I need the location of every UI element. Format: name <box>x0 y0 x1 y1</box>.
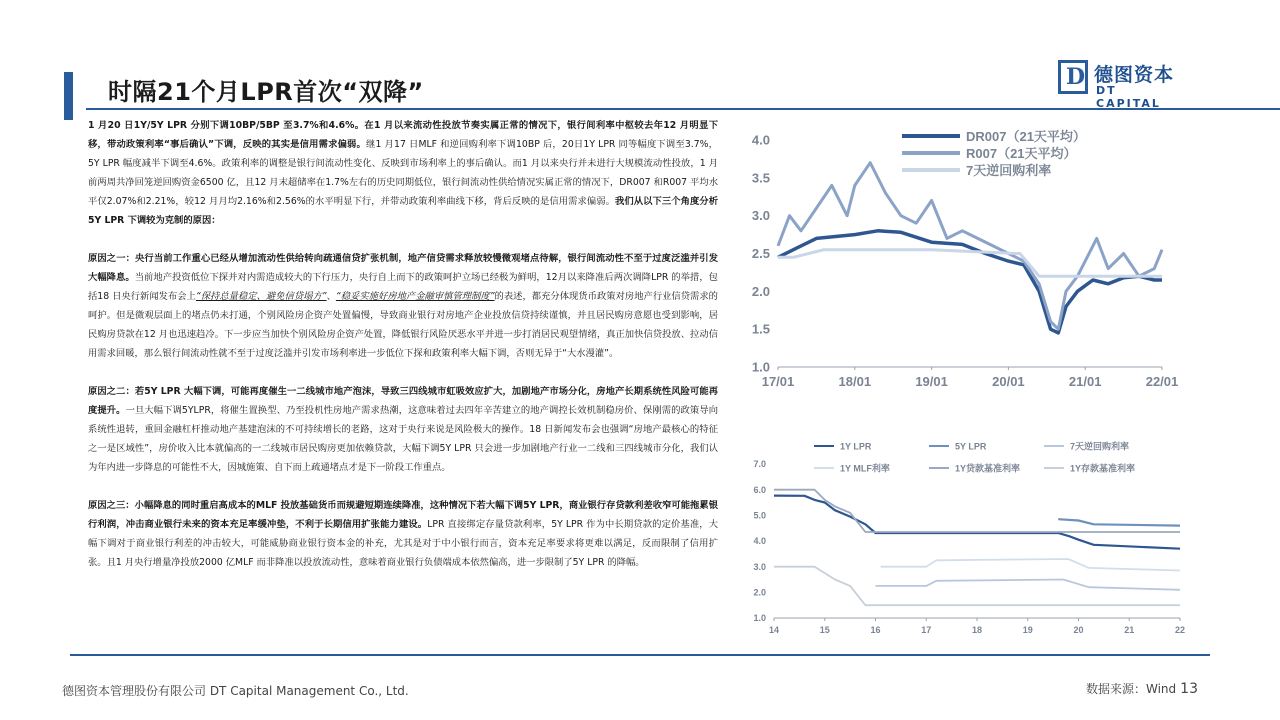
paragraph-2-quote-2: “稳妥实施好房地产金融审慎管理制度” <box>335 291 495 302</box>
legend-label: DR007（21天平均） <box>966 128 1086 144</box>
x-tick-label: 14 <box>768 625 780 635</box>
legend-label: 1Y LPR <box>840 441 872 452</box>
x-tick-label: 18 <box>971 625 983 635</box>
paragraph-1-conclusion: 我们从以下三个角度分析5Y LPR 下调较为克制的原因： <box>88 196 718 226</box>
legend-label: 1Y贷款基准利率 <box>955 463 1021 474</box>
series-line <box>876 580 1181 590</box>
y-tick-label: 7.0 <box>753 459 766 470</box>
title-accent-bar <box>64 72 73 120</box>
x-tick-label: 21/01 <box>1068 374 1102 389</box>
legend-label: 1Y存款基准利率 <box>1070 463 1136 474</box>
x-tick-label: 22/01 <box>1145 374 1179 389</box>
legend-label: 5Y LPR <box>955 441 987 452</box>
paragraph-3-body: 一旦大幅下调5YLPR，将催生置换型、乃至投机性房地产需求热潮，这意味着过去四年辛苦建立的地产调控长效机制稳房价、保刚需的政策导向系统性退转，重回金融杠杆推动地产基建泡沫的不可持续增长的老路，这对于央行来说是风险极大的操作。18 日新闻发布会也强调“房地产最核心的特征之一是区域性”，房价收入比本就偏高的一二线城市居民购房更加依赖贷款，大幅下调5Y LPR 只会进一步加剧地产行业一二线和三四线城市分化，我们认为年内进一步降息的可能性不大，因城施策、自下而上疏通堵点才是下一阶段工作重点。 <box>88 405 718 473</box>
y-tick-label: 2.5 <box>751 246 770 262</box>
paragraph-2-body-2: 的表述，都充分体现货币政策对房地产行业信贷需求的呵护。但是微观层面上的堵点仍未打通，个别风险房企资产处置偏慢，导致商业银行对房地产企业投放信贷持续谨慎，并且居民购房意愿也受到影响，居民购房贷款在12 月也迅速趋冷。下一步应当加快个别风险房企资产处置，降低银行风险厌恶水平并进一步打消居民观望情绪，真正加快信贷投放、拉动信用需求回暖，那么银行间流动性就不至于过度泛滥并引发市场利率进一步低位下探和政策利率大幅下调，否则无异于“大水漫灌”。 <box>88 291 718 359</box>
paragraph-1 <box>88 116 718 230</box>
series-line <box>778 250 1162 277</box>
footer-company: 德图资本管理股份有限公司 DT Capital Management Co., Ltd. <box>62 684 409 698</box>
paragraph-3 <box>88 382 718 477</box>
legend-label: R007（21天平均） <box>966 145 1077 161</box>
x-tick-label: 17/01 <box>761 374 795 389</box>
data-source: 数据来源：Wind <box>1086 682 1177 696</box>
series-line <box>774 567 1180 606</box>
paragraph-2-sep: 、 <box>326 291 336 302</box>
page-number: 13 <box>1180 681 1198 697</box>
x-tick-label: 21 <box>1124 625 1135 635</box>
page-title: 时隔21个月LPR首次“双降” <box>108 78 424 106</box>
y-tick-label: 3.5 <box>751 170 770 186</box>
x-tick-label: 20/01 <box>992 374 1025 389</box>
legend-label: 1Y MLF利率 <box>840 463 890 474</box>
footer-source <box>1086 680 1198 697</box>
paragraph-1-lead: 1 月20 日1Y/5Y LPR 分别下调10BP/5BP 至3.7%和4.6%。在1 月以来流动性投放节奏实属正常的情况下，银行间利率中枢较去年12 月明显下移，带动政策利率“事后确认”下调，反映的其实是信用需求偏弱。 <box>88 120 718 150</box>
x-tick-label: 16 <box>870 625 881 635</box>
y-tick-label: 4.0 <box>751 132 770 148</box>
x-tick-label: 18/01 <box>838 374 872 389</box>
paragraph-2-body: 当前地产投资低位下探并对内需造成较大的下行压力，央行自上而下的政策呵护立场已经极为鲜明，12月以来降准后两次调降LPR 的举措，包括18 日央行新闻发布会上 <box>88 272 718 302</box>
x-tick-label: 22 <box>1174 625 1186 635</box>
series-line <box>1058 519 1180 525</box>
logo-text-cn: 德图资本 <box>1094 64 1175 86</box>
paragraph-4 <box>88 496 718 572</box>
paragraph-3-lead: 原因之二：若5Y LPR 大幅下调，可能再度催生一二线城市地产泡沫，导致三四线城市虹吸效应扩大，加剧地产市场分化，房地产长期系统性风险可能再度提升。 <box>88 386 718 416</box>
y-tick-label: 1.0 <box>753 613 766 624</box>
x-tick-label: 19 <box>1022 625 1033 635</box>
analysis-text <box>88 116 718 591</box>
y-tick-label: 2.0 <box>753 587 766 598</box>
series-line <box>774 496 1180 549</box>
x-tick-label: 15 <box>819 625 830 635</box>
paragraph-1-body: 继1 月17 日MLF 和逆回购利率下调10BP 后，20日1Y LPR 同等幅度下调至3.7%，5Y LPR 幅度减半下调至4.6%。政策利率的调整是银行间流动性变化、反映到市场利率上的事后确认。而1 月以来央行并未进行大规模流动性投放，1 月前两周共净回笼逆回购资金6500 亿，且12 月末超储率在1.7%左右的历史同期低位，银行间流动性供给情况实属正常的情况下，DR007 和R007 平均水平仅2.07%和2.21%，较12 月月均2.16%和2.56%的水平明显下行，并带动政策利率曲线下移，背后反映的是信用需求偏弱。 <box>88 139 718 207</box>
y-tick-label: 3.0 <box>751 208 770 224</box>
paragraph-4-lead: 原因之三：小幅降息的同时重启高成本的MLF 投放基础货币而规避短期连续降准，这种情况下若大幅下调5Y LPR，商业银行存贷款利差收窄可能拖累银行利润，冲击商业银行未来的资本充足率缓冲垫，不利于长期信用扩张能力建设。 <box>88 500 718 530</box>
x-tick-label: 17 <box>921 625 932 635</box>
y-tick-label: 1.0 <box>751 359 770 375</box>
interbank-rate-chart <box>742 122 1182 397</box>
series-line <box>778 231 1162 333</box>
y-tick-label: 6.0 <box>753 484 766 495</box>
y-tick-label: 5.0 <box>753 510 766 521</box>
series-line <box>881 559 1180 571</box>
y-tick-label: 2.0 <box>751 283 770 299</box>
paragraph-2-lead: 原因之一：央行当前工作重心已经从增加流动性供给转向疏通信贷扩张机制，地产信贷需求释放较慢微观堵点待解，银行间流动性不至于过度泛滥并引发大幅降息。 <box>88 253 718 283</box>
legend-label: 7天逆回购利率 <box>966 162 1052 178</box>
legend-label: 7天逆回购利率 <box>1070 441 1130 452</box>
footer-divider <box>70 654 1210 656</box>
logo-mark-icon: D <box>1058 60 1088 94</box>
x-tick-label: 19/01 <box>915 374 948 389</box>
paragraph-4-body: LPR 直接绑定存量贷款利率，5Y LPR 作为中长期贷款的定价基准，大幅下调对于商业银行利差的冲击较大，可能威胁商业银行资本金的补充，尤其是对于中小银行而言，资本充足率要求将更难以满足，反而限制了信用扩张。且1 月央行增量净投放2000 亿MLF 而非降准以投放流动性，意味着商业银行负债端成本依然偏高，进一步限制了5Y LPR 的降幅。 <box>88 519 718 568</box>
paragraph-2 <box>88 249 718 363</box>
y-tick-label: 1.5 <box>751 321 770 337</box>
y-tick-label: 4.0 <box>753 536 766 547</box>
y-tick-label: 3.0 <box>753 561 766 572</box>
x-tick-label: 20 <box>1073 625 1084 635</box>
logo-text-en: DT CAPITAL <box>1096 84 1161 110</box>
company-logo <box>1058 60 1178 110</box>
policy-rate-chart <box>742 430 1192 638</box>
paragraph-2-quote-1: “保持总量稳定、避免信贷塌方” <box>195 291 327 302</box>
